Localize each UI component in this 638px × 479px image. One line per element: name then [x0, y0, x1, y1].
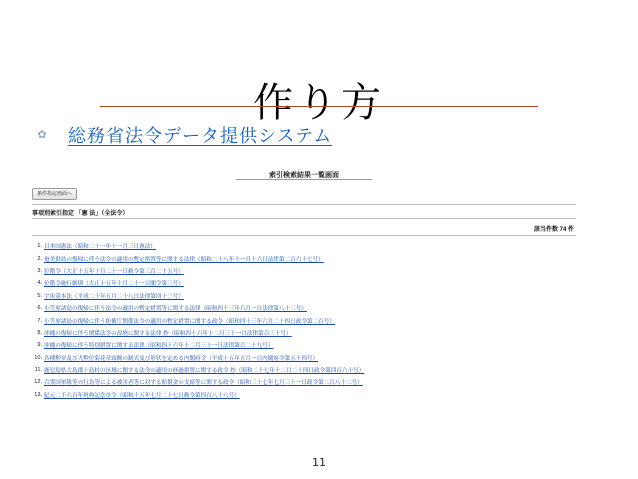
result-item: [32, 314, 576, 326]
divider: [32, 235, 576, 236]
law-link[interactable]: 沖縄の復帰に伴う関係法令の改廃に関する法律 抄（昭和四十六年十二月三十一日法律第百三十号）: [44, 330, 292, 337]
law-database-link[interactable]: 総務省法令データ提供システム: [68, 126, 333, 147]
law-link[interactable]: 位階令施行細則（大正十五年十月二十一日閣令第三号）: [44, 281, 184, 288]
result-item: [32, 302, 576, 314]
result-number: 9.: [37, 342, 42, 349]
law-link[interactable]: 沖縄の復帰に伴う特別措置に関する法律（昭和四十六年十二月三十一日法律第百二十九号）: [44, 343, 274, 350]
slide-title: 作り方: [253, 79, 385, 126]
result-item: [32, 252, 576, 264]
result-number: 10.: [34, 354, 42, 361]
law-link[interactable]: 各種勲章及び大勲位菊花章頸飾の制式及び形状を定める内閣府令（平成十五年五月一日内閣府令第五十四号）: [44, 355, 319, 362]
result-item: [32, 265, 576, 277]
divider: [32, 218, 576, 219]
bullet-icon: ✿: [37, 128, 47, 141]
page-number: 11: [312, 456, 326, 469]
embedded-screenshot: [26, 162, 582, 444]
result-number: 1.: [37, 243, 42, 250]
divider: [32, 204, 576, 205]
law-link[interactable]: 宇宙基本法（平成二十年五月二十八日法律第四十三号）: [44, 293, 184, 300]
result-item: [32, 339, 576, 351]
law-link[interactable]: 紀元二千六百年祝典記念章令（昭和十五年七月二十七日勅令第四百八十八号）: [44, 392, 240, 399]
result-item: [32, 352, 576, 364]
back-to-conditions-button[interactable]: 条件指定画面へ: [32, 188, 77, 200]
result-item: [32, 376, 576, 388]
result-item: [32, 290, 576, 302]
result-number: 7.: [37, 317, 42, 324]
result-item: [32, 327, 576, 339]
bullet-item: [36, 122, 332, 148]
heading-divider: [236, 179, 372, 180]
result-number: 2.: [37, 255, 42, 262]
law-link[interactable]: 奄美群島の復帰に伴う法令の適用の暫定措置等に関する法律（昭和二十八年十一月十六日法律第二百六十七号）: [44, 256, 324, 263]
law-link[interactable]: 位階令（大正十五年十月二十一日勅令第三百二十五号）: [44, 268, 184, 275]
result-number: 13.: [34, 391, 42, 398]
results-page-heading: 索引検索結果一覧画面: [269, 172, 339, 179]
result-number: 4.: [37, 280, 42, 287]
result-number: 8.: [37, 329, 42, 336]
result-number: 5.: [37, 292, 42, 299]
result-number: 3.: [37, 267, 42, 274]
law-link[interactable]: 日本国憲法（昭和二十一年十一月三日憲法）: [44, 244, 156, 251]
title-divider: [100, 106, 538, 107]
result-item: [32, 389, 576, 401]
result-item: [32, 240, 576, 252]
law-link[interactable]: 小笠原諸島の復帰に伴う防衛庁関係法令の適用の暫定措置に関する政令（昭和四十三年六月二十四日政令第二百号）: [44, 318, 335, 325]
result-item: [32, 277, 576, 289]
result-number: 6.: [37, 305, 42, 312]
result-number: 11.: [34, 367, 42, 374]
result-item: [32, 364, 576, 376]
search-criteria: 事項別索引指定 「憲 法」（全法令）: [32, 211, 129, 217]
law-link[interactable]: 鹿児島県大島郡十島村の区域に関する法令の適用の経過措置に関する政令 抄（昭和二十七年十二月二十四日政令第四百六十号）: [44, 368, 365, 375]
result-count: 該当件数 74 件: [533, 227, 574, 233]
law-link[interactable]: 小笠原諸島の復帰に伴う法令の適用の暫定措置等に関する法律（昭和四十三年六月一日法律第八十三号）: [44, 306, 307, 313]
results-list: [32, 240, 576, 401]
law-link[interactable]: 合衆国軍隊等の行為等による被害者等に対する賠償金の支給等に関する政令（昭和三十七年七月三十一日政令第二百八十二号）: [44, 380, 363, 387]
result-number: 12.: [34, 379, 42, 386]
